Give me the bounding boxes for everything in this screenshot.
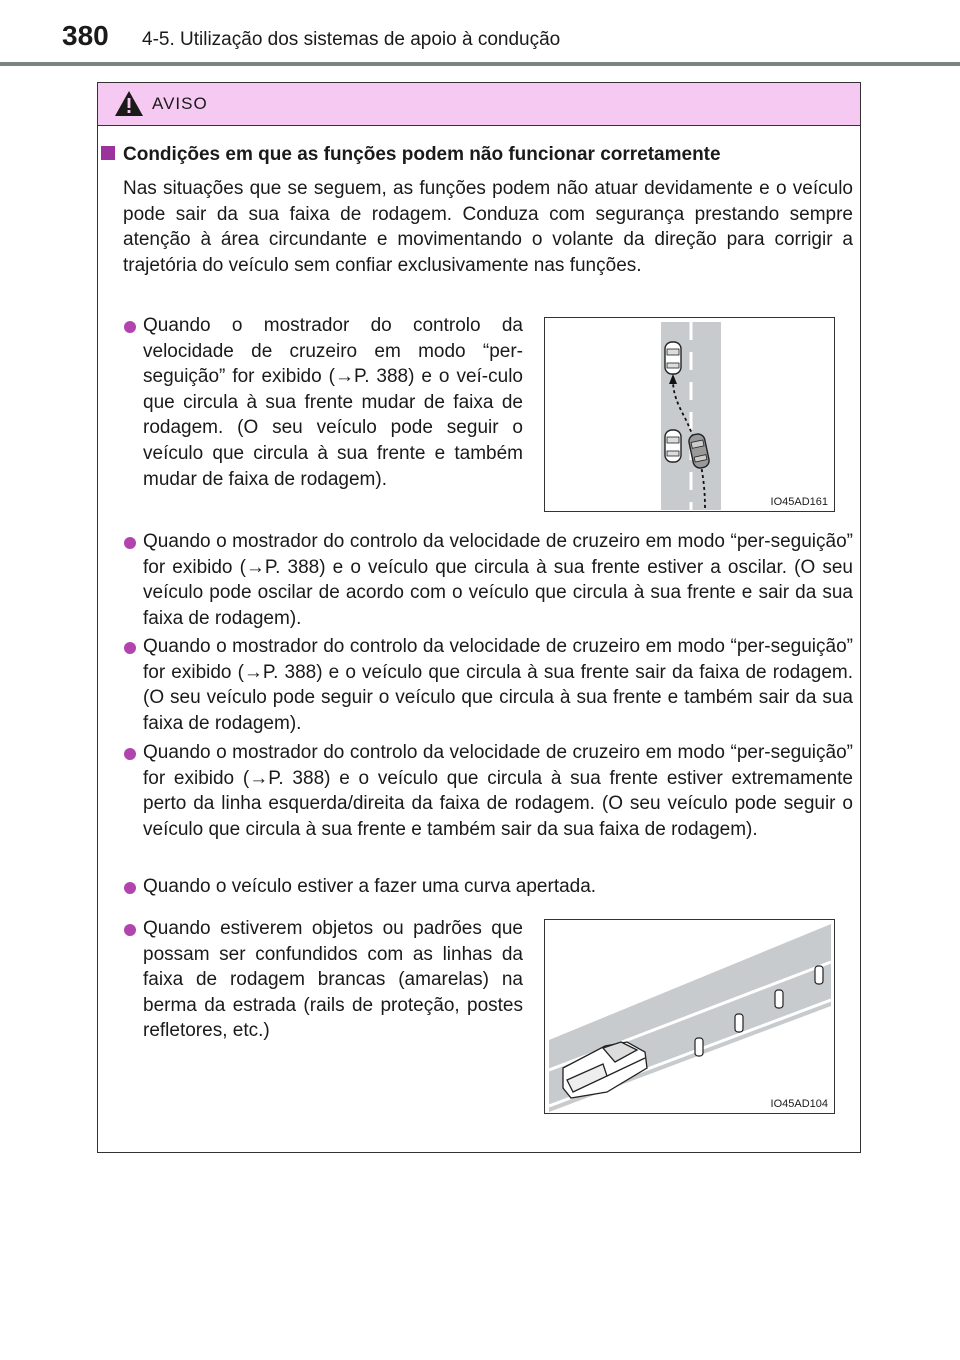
bullet-item [143,313,523,492]
lane-change-illustration-icon [545,318,836,513]
bullet-icon [124,321,136,333]
figure-guardrail-posts [544,919,835,1114]
warning-heading-text: Condições em que as funções podem não funcionar corretamente [123,144,721,165]
figure-code: IO45AD161 [770,496,828,508]
bullet-item [143,874,853,900]
warning-header [98,83,860,126]
bullet-item [143,529,853,631]
figure-code: IO45AD104 [770,1098,828,1110]
figure-lane-change [544,317,835,512]
bullet-icon [124,882,136,894]
bullet-item [143,916,523,1044]
heading-square-icon [101,146,115,160]
bullet-text: Quando o mostrador do controlo da velocidade de cruzeiro em modo “per-seguição” for exibido (→P. 388) e o veículo que circula à sua frente estiver a oscilar. (O seu veículo pode oscilar de acordo com o veículo que circula à sua frente e sair da sua faixa de rodagem). [143,531,853,629]
bullet-text: Quando o mostrador do controlo da velocidade de cruzeiro em modo “per-seguição” for exibido (→P. 388) e o veículo que circula à sua frente sair da faixa de rodagem. (O seu veículo pode seguir o veículo que circula à sua frente e também sair da sua faixa de rodagem). [143,636,853,734]
header-divider [0,62,960,66]
page-header [0,0,960,68]
bullet-text: Quando o veículo estiver a fazer uma curva apertada. [143,876,597,897]
bullet-item [143,740,853,842]
bullet-item [143,634,853,736]
bullet-text: Quando estiverem objetos ou padrões que possam ser confundidos com as linhas da faixa de rodagem brancas (amarelas) na berma da estrada (rails de proteção, postes refletores, etc.) [143,918,523,1042]
warning-label: AVISO [152,94,208,113]
intro-paragraph: Nas situações que se seguem, as funções podem não atuar devidamente e o veículo pode sair da sua faixa de rodagem. Conduza com segurança prestando sempre atenção à área circundante e movimentando o volante da direção para corrigir a trajetória do veículo sem confiar exclusivamente nas funções. [123,178,853,276]
warning-heading [101,144,721,166]
section-title: 4-5. Utilização dos sistemas de apoio à condução [142,29,561,50]
bullet-icon [124,642,136,654]
bullet-text: Quando o mostrador do controlo da velocidade de cruzeiro em modo “per-seguição” for exibido (→P. 388) e o veí-culo que circula à sua frente mudar de faixa de rodagem. (O seu veículo pode seguir o veículo que circula à sua frente e também mudar de faixa de rodagem). [143,315,523,490]
bullet-text: Quando o mostrador do controlo da velocidade de cruzeiro em modo “per-seguição” for exibido (→P. 388) e o veículo que circula à sua frente estiver extremamente perto da linha esquerda/direita da faixa de rodagem. (O seu veículo pode seguir o veículo que circula à sua frente e também sair da sua faixa de rodagem). [143,742,853,840]
guardrail-posts-illustration-icon [545,920,836,1115]
page-number: 380 [62,20,109,51]
bullet-icon [124,748,136,760]
bullet-icon [124,924,136,936]
bullet-icon [124,537,136,549]
warning-triangle-icon [114,90,144,117]
